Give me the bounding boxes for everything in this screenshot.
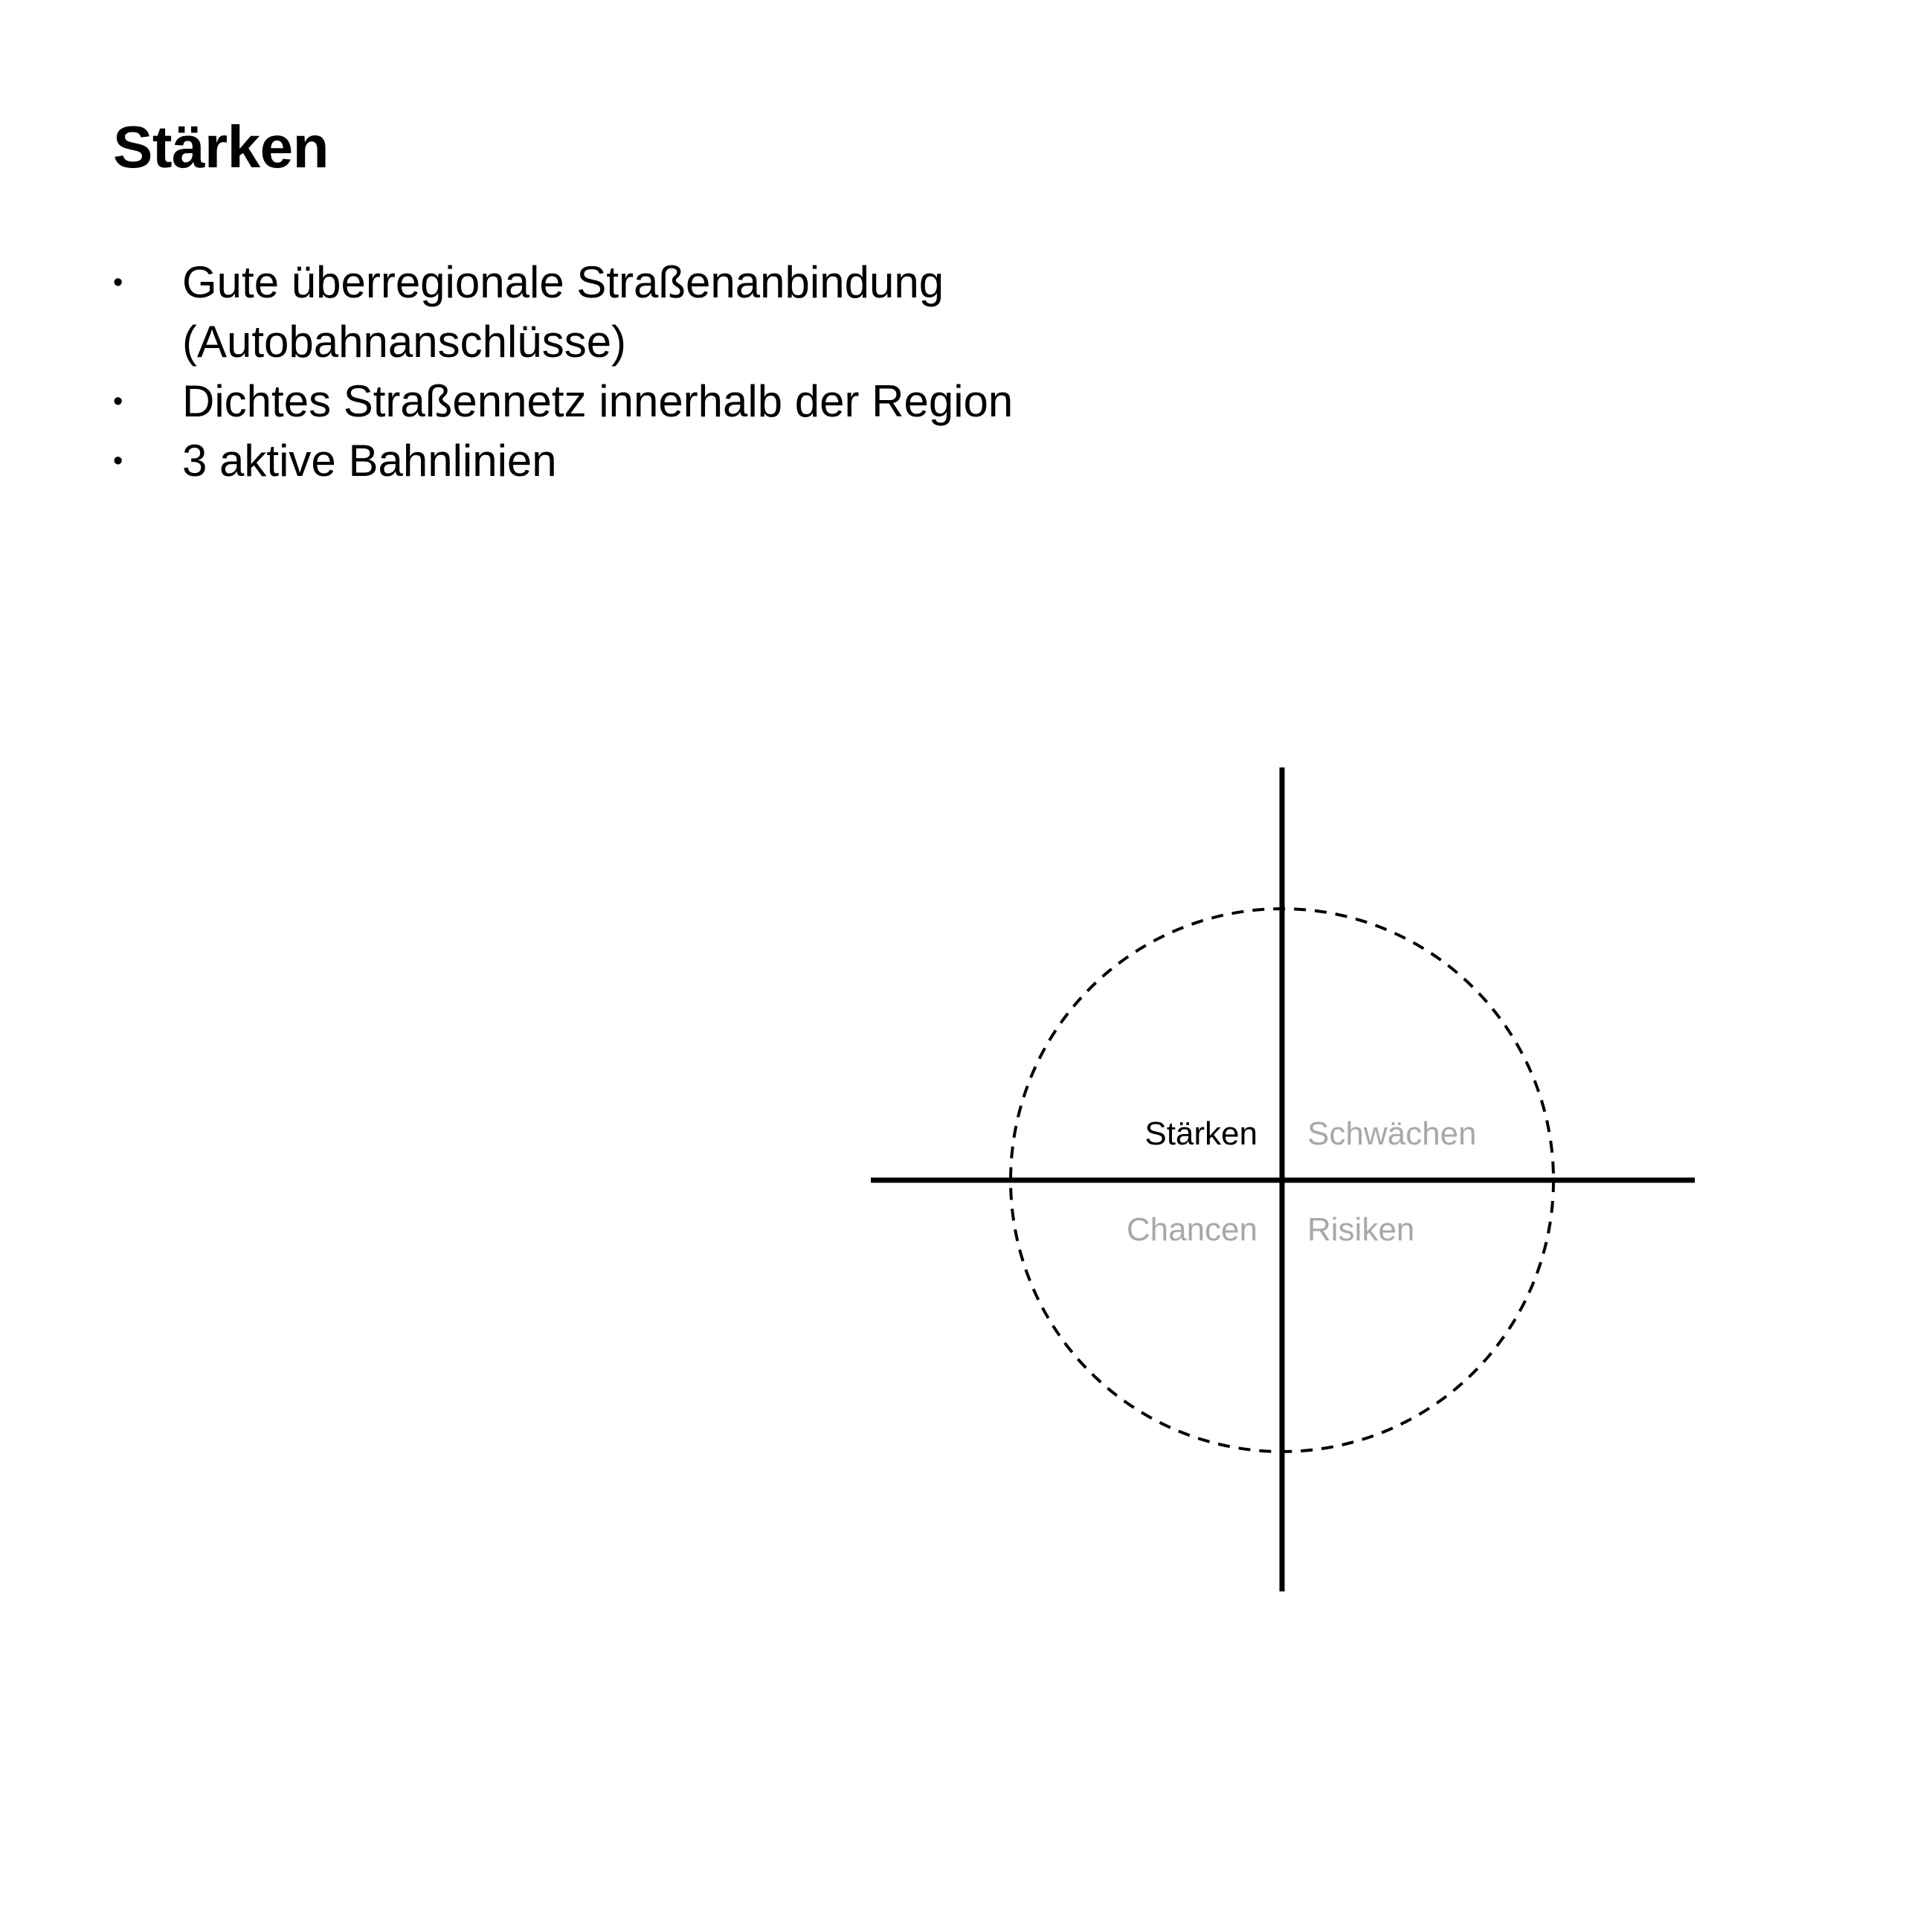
list-item-text: Dichtes Straßennetz innerhalb der Region xyxy=(182,376,1014,426)
quadrant-label-strengths: Stärken xyxy=(1144,1115,1258,1152)
bullet-icon: • xyxy=(113,445,123,477)
quadrant-label-threats: Risiken xyxy=(1307,1211,1415,1248)
list-item-text: Gute überregionale Straßenanbindung (Autobahnanschlüsse) xyxy=(182,257,944,367)
list-item-text: 3 aktive Bahnlinien xyxy=(182,436,557,486)
page-title: Stärken xyxy=(113,114,329,180)
quadrant-label-weaknesses: Schwächen xyxy=(1307,1115,1477,1152)
quadrant-label-opportunities: Chancen xyxy=(1126,1211,1258,1248)
bullet-icon: • xyxy=(113,386,123,417)
bullet-icon: • xyxy=(113,267,123,298)
